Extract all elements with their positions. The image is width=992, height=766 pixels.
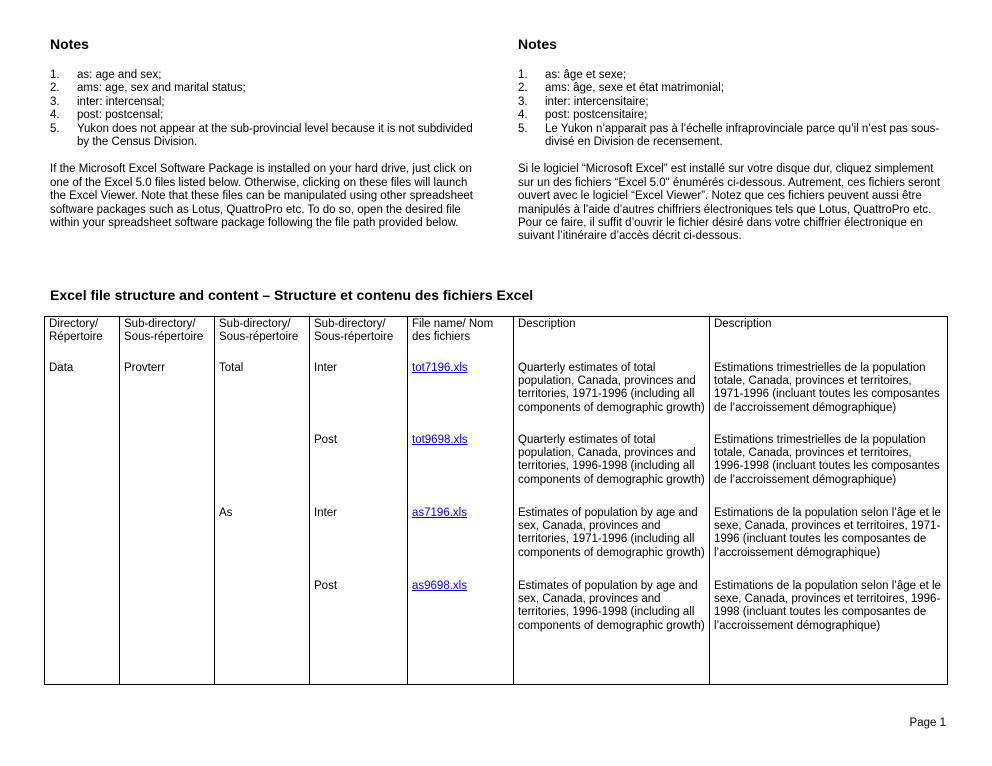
note-text: ams: age, sex and marital status; xyxy=(77,82,246,95)
directory-cell xyxy=(45,579,120,685)
note-item xyxy=(50,123,482,150)
subdirectory-cell: Inter xyxy=(310,361,408,433)
subdirectory-cell: Total xyxy=(215,361,310,433)
file-link[interactable]: as7196.xls xyxy=(408,506,514,579)
note-text: inter: intercensitaire; xyxy=(545,95,649,108)
table-row xyxy=(45,433,948,506)
notes-french xyxy=(518,36,950,244)
note-text: Yukon does not appear at the sub-provincial level because it is not subdivided by the Census Division. xyxy=(77,122,473,149)
instructions-paragraph: Si le logiciel “Microsoft Excel” est installé sur votre disque dur, cliquez simplement sur un des fichiers “Excel 5.0" énumérés ci-dessous. Autrement, ces fichiers seront ouvert avec le logiciel “Excel Viewer”. Notez que ces fichiers peuvent aussi être manipulés à l’aide d’autres chiffriers électroniques tels que Lotus, QuattroPro etc. Pour ce faire, il suffit d’ouvrir le fichier désiré dans votre chiffrier électronique en suivant l’itinéraire d’accès décrit ci-dessous. xyxy=(518,163,941,243)
header-cell: Sub-directory/ Sous-répertoire xyxy=(120,317,215,361)
subdirectory-cell xyxy=(120,433,215,506)
note-number: 4. xyxy=(50,109,60,122)
header-cell: Directory/ Répertoire xyxy=(45,317,120,361)
file-link[interactable]: tot7196.xls xyxy=(408,361,514,433)
file-structure-table xyxy=(44,316,948,685)
description-fr-cell: Estimations trimestrielles de la population totale, Canada, provinces et territoires, 1971-1996 (incluant toutes les composantes de l’accroissement démographique) xyxy=(710,361,948,433)
note-item xyxy=(518,123,950,150)
note-number: 1. xyxy=(518,69,528,81)
note-number: 2. xyxy=(518,82,528,95)
note-item xyxy=(518,69,950,82)
note-item xyxy=(50,82,482,95)
file-link[interactable]: as9698.xls xyxy=(408,579,514,685)
table-row xyxy=(45,579,948,685)
subdirectory-cell: Provterr xyxy=(120,361,215,433)
table-header-row xyxy=(45,317,948,361)
note-number: 3. xyxy=(50,95,60,108)
directory-cell xyxy=(45,433,120,506)
subdirectory-cell: Post xyxy=(310,433,408,506)
description-en-cell: Quarterly estimates of total population, Canada, provinces and territories, 1996-1998 (including all components of demographic growth) xyxy=(514,433,710,506)
note-text: ams: âge, sexe et état matrimonial; xyxy=(545,82,724,95)
directory-cell xyxy=(45,506,120,579)
note-text: Le Yukon n’apparait pas à l’échelle infraprovinciale parce qu’il n’est pas sous-divisé en Division de recensement. xyxy=(545,122,940,149)
note-text: post: postcensal; xyxy=(77,109,164,122)
note-number: 1. xyxy=(50,69,60,81)
description-en-cell: Estimates of population by age and sex, Canada, provinces and territories, 1971-1996 (including all components of demographic growth) xyxy=(514,506,710,579)
instructions-paragraph: If the Microsoft Excel Software Package is installed on your hard drive, just click on one of the Excel 5.0 files listed below. Otherwise, clicking on these files will launch the Excel Viewer. Note that these files can be manipulated using other spreadsheet software packages such as Lotus, QuattroPro etc. To do so, open the desired file within your spreadsheet software package following the file path provided below. xyxy=(50,163,473,230)
description-fr-cell: Estimations de la population selon l’âge et le sexe, Canada, provinces et territoires, 1996-1998 (incluant toutes les composantes de l’accroissement démographique) xyxy=(710,579,948,685)
table-row xyxy=(45,506,948,579)
note-text: as: age and sex; xyxy=(77,69,162,81)
subdirectory-cell xyxy=(120,579,215,685)
notes-title: Notes xyxy=(50,36,89,52)
section-title: Excel file structure and content – Structure et contenu des fichiers Excel xyxy=(50,287,534,303)
notes-list xyxy=(50,69,482,149)
header-cell: Description xyxy=(514,317,710,361)
note-text: post: postcensitaire; xyxy=(545,109,648,122)
subdirectory-cell: Post xyxy=(310,579,408,685)
description-fr-cell: Estimations trimestrielles de la population totale, Canada, provinces et territoires, 1996-1998 (incluant toutes les composantes de l’accroissement démographique) xyxy=(710,433,948,506)
note-text: as: âge et sexe; xyxy=(545,69,627,81)
subdirectory-cell: Inter xyxy=(310,506,408,579)
header-cell: Sub-directory/ Sous-répertoire xyxy=(215,317,310,361)
note-item xyxy=(50,96,482,109)
notes-list xyxy=(518,69,950,149)
description-en-cell: Quarterly estimates of total population, Canada, provinces and territories, 1971-1996 (including all components of demographic growth) xyxy=(514,361,710,433)
subdirectory-cell: As xyxy=(215,506,310,579)
note-number: 2. xyxy=(50,82,60,95)
header-cell: Sub-directory/ Sous-répertoire xyxy=(310,317,408,361)
subdirectory-cell xyxy=(215,579,310,685)
note-number: 5. xyxy=(50,122,60,135)
header-cell: File name/ Nom des fichiers xyxy=(408,317,514,361)
note-item xyxy=(518,82,950,95)
notes-english xyxy=(50,36,482,230)
note-item xyxy=(518,109,950,122)
note-number: 4. xyxy=(518,109,528,122)
note-item xyxy=(518,96,950,109)
note-item xyxy=(50,69,482,82)
subdirectory-cell xyxy=(215,433,310,506)
note-number: 5. xyxy=(518,122,528,135)
table-row xyxy=(45,361,948,433)
note-text: inter: intercensal; xyxy=(77,95,165,108)
file-link[interactable]: tot9698.xls xyxy=(408,433,514,506)
description-fr-cell: Estimations de la population selon l’âge et le sexe, Canada, provinces et territoires, 1971-1996 (incluant toutes les composantes de l’accroissement démographique) xyxy=(710,506,948,579)
notes-title: Notes xyxy=(518,36,557,52)
note-number: 3. xyxy=(518,95,528,108)
note-item xyxy=(50,109,482,122)
header-cell: Description xyxy=(710,317,948,361)
page-number: Page 1 xyxy=(909,717,946,729)
subdirectory-cell xyxy=(120,506,215,579)
description-en-cell: Estimates of population by age and sex, Canada, provinces and territories, 1996-1998 (including all components of demographic growth) xyxy=(514,579,710,685)
directory-cell: Data xyxy=(45,361,120,433)
